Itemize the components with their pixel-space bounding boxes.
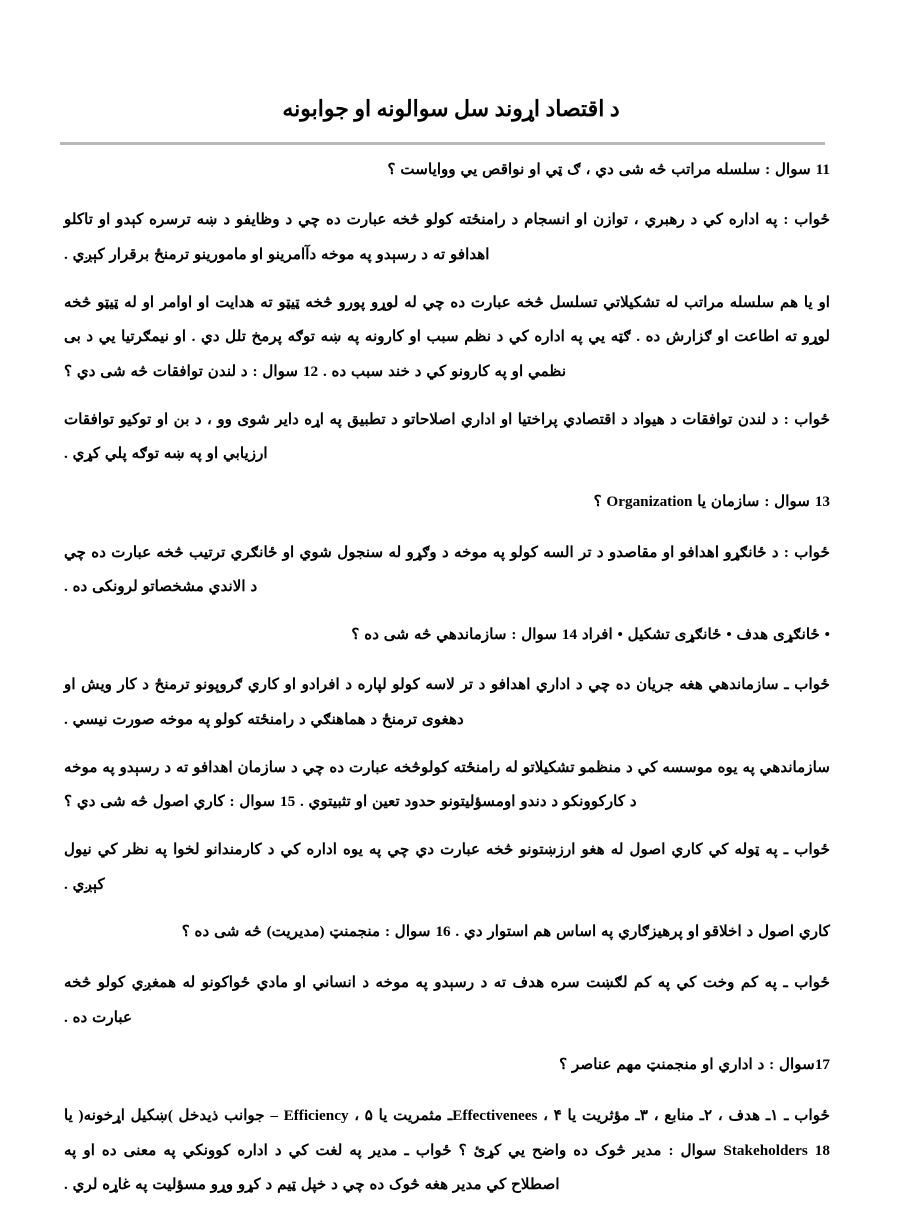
question-paragraph-q13: 13 سوال : سازمان یا Organization ؟ [593, 492, 830, 510]
answer-paragraph-a14b: سازماندهي په یوه موسسه کي د منظمو تشکیلاتو له رامنځته کولوڅخه عبارت ده چي د سازمان اهدافو ته د رسېدو په موخه د کارکوونکو د دندو اومسؤلیتونو حدود تعین او تثبیتوي . 15 سوال : کاري اصول څه شی دي ؟ [64, 758, 830, 811]
answer-paragraph-a13: ځواب : د ځانګړو اهدافو او مقاصدو د تر السه کولو په موخه د وګړو له سنجول شوي او ځانګري ترتیب څخه عبارت ده چي د الاندي مشخصاتو لرونکی ده . [64, 543, 830, 596]
answer-paragraph-a16: ځواب ـ په کم وخت کي په کم لګښت سره هدف ته د رسېدو په موخه د انساني او مادي ځواکونو له همغږي کولو څخه عبارت ده . [64, 974, 830, 1026]
answer-paragraph-a17: ځواب ـ ۱ـ هدف ، ۲ـ منابع ، ۳ـ مؤثریت یا Effectivenees ، ۴ـ مثمریت یا Efficiency ، ۵ – جوانب ذیدخل )ښکیل اړخونه( یا Stakeholders 18 سوال : مدیر څوک ده واضح یي کړئ ؟ ځواب ـ مدیر په لغت کي د اداره کوونکي په معنی ده او په اصطلاح کي مدیر هغه څوک ده چي د خپل ټیم د کړو وړو مسؤلیت په غاړه لري . [64, 1107, 830, 1194]
question-paragraph-q14: • ځانګړی هدف • ځانګړی تشکیل • افراد 14 سوال : سازماندهي څه شی ده ؟ [351, 625, 830, 643]
question-paragraph-q11: 11 سوال : سلسله مراتب څه شی دي ، ګ ټي او نواقص یي ووایاست ؟ [387, 160, 830, 178]
page-title: د اقتصاد اړوند سل سوالونه او جوابونه [282, 96, 620, 121]
answer-paragraph-a12: ځواب : د لندن توافقات د هیواد د اقتصادي پراختیا او اداري اصلاحاتو د تطبیق په اړه دایر شوی وو ، د بن او توکیو توافقات ارزیابي او په ښه توګه پلي کړي . [64, 410, 830, 463]
answer-paragraph-a11: ځواب : په اداره کي د رهبري ، توازن او انسجام د رامنځته کولو څخه عبارت ده چي د وظايفو د ښه ترسره کېدو او تاکلو اهدافو ته د رسېدو په موخه دآامرینو او مامورینو ترمنځ برقرار کېږي . [64, 211, 830, 263]
question-paragraph-q17: 17سوال : د اداري او منجمنټ مهم عناصر ؟ [559, 1056, 830, 1074]
answer-paragraph-a15b: کاري اصول د اخلاقو او پرهیزګاري په اساس هم استوار دي . 16 سوال : منجمنټ (مدیریت) څه شی ده ؟ [181, 923, 830, 941]
answer-paragraph-a15: ځواب ـ په ټوله کي کاري اصول له هغو ارزښتونو څخه عبارت دي چي په یوه اداره کي د کارمندانو لخوا په نظر کي نیول کېږي . [64, 841, 830, 893]
answer-paragraph-a11b: او یا هم سلسله مراتب له تشکیلاتي تسلسل څخه عبارت ده چي له لوړو پورو څخه ټیټو ته هدایت او اوامر او له ټیټو څخه لوړو ته اطاعت او ګزارش ده . ګټه یي په اداره کي د نظم سبب او کارونه په ښه توګه پرمخ تلل دي . او نیمګرتیا یي د بی نظمي او په کارونو کي د خند سبب ده . 12 سوال : د لندن توافقات څه شی دي ؟ [64, 293, 830, 380]
document-body [0, 153, 902, 1203]
answer-paragraph-a14: ځواب ـ سازماندهي هغه جریان ده چي د اداري اهدافو د تر لاسه کولو لپاره د افرادو او کاري ګروپونو ترمنځ د کار ویش او دهغوی ترمنځ د هماهنګي د رامنځته کولو په موخه صورت نیسي . [64, 676, 830, 729]
title-divider [60, 142, 825, 145]
